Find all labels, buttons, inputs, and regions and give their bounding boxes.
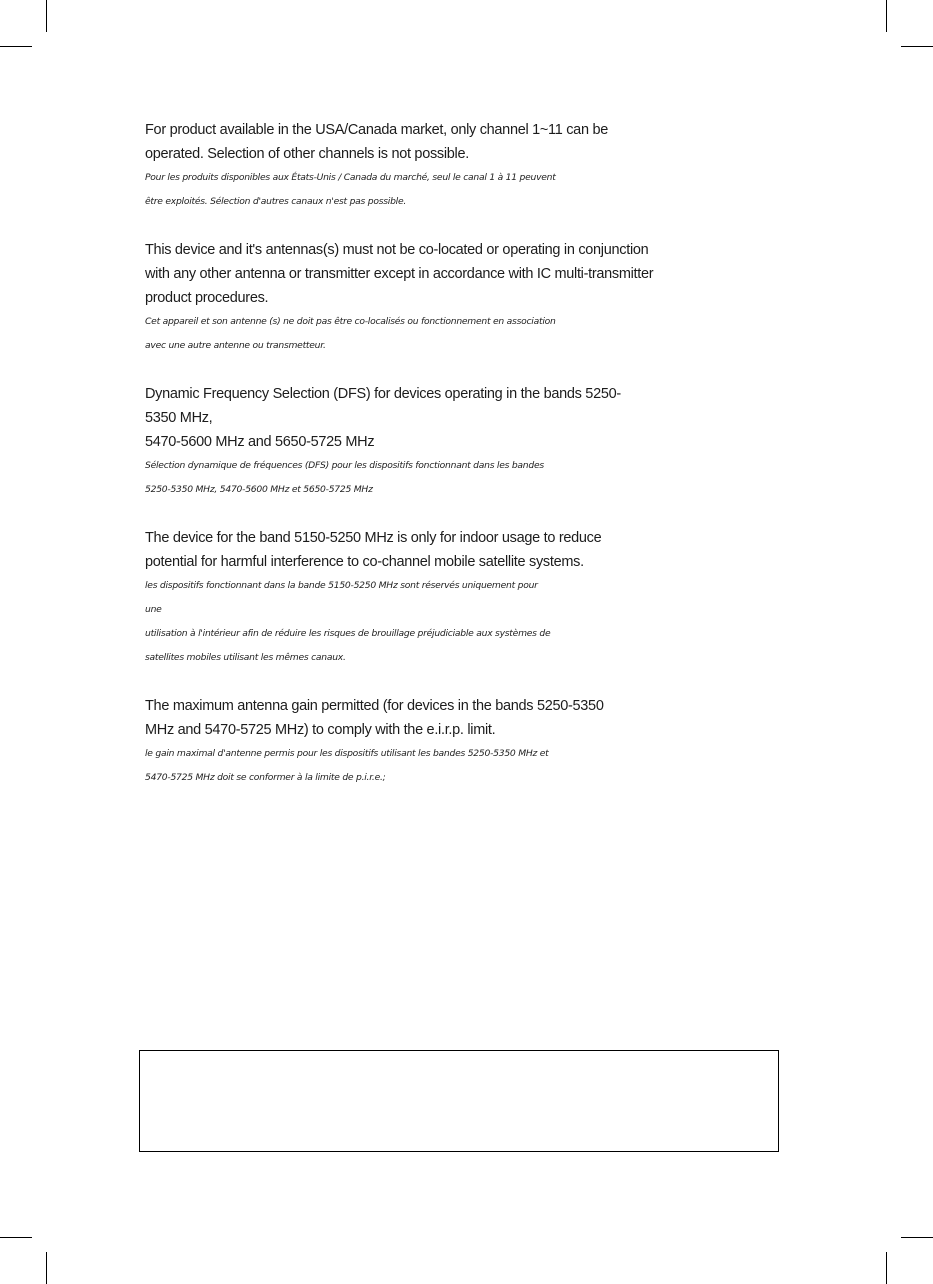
crop-mark-top-right-vertical xyxy=(886,0,887,32)
notice-dfs xyxy=(145,382,725,502)
text-line: 5350 MHz, xyxy=(145,410,213,426)
crop-mark-top-left-horizontal xyxy=(0,46,32,47)
spacer xyxy=(145,358,725,382)
text-line: with any other antenna or transmitter except in accordance with IC multi-transmitter xyxy=(145,266,654,282)
text-line: 5470-5600 MHz and 5650-5725 MHz xyxy=(145,434,375,450)
notice-english xyxy=(145,526,725,574)
text-line: utilisation à l'intérieur afin de réduire les risques de brouillage préjudiciable aux systèmes de xyxy=(145,628,551,639)
text-line: product procedures. xyxy=(145,290,269,306)
text-line: satellites mobiles utilisant les mêmes canaux. xyxy=(145,652,346,663)
spacer xyxy=(145,502,725,526)
spacer xyxy=(145,670,725,694)
text-line: avec une autre antenne ou transmetteur. xyxy=(145,340,326,351)
crop-mark-bottom-left-vertical xyxy=(46,1252,47,1284)
notice-indoor-usage xyxy=(145,526,725,670)
text-line: le gain maximal d'antenne permis pour les dispositifs utilisant les bandes 5250-5350 MHz et xyxy=(145,748,549,759)
text-line: The maximum antenna gain permitted (for devices in the bands 5250-5350 xyxy=(145,698,604,714)
crop-mark-top-left-vertical xyxy=(46,0,47,32)
text-line: potential for harmful interference to co-channel mobile satellite systems. xyxy=(145,554,584,570)
notice-english xyxy=(145,238,725,310)
text-line: 5250-5350 MHz, 5470-5600 MHz et 5650-5725 MHz xyxy=(145,484,373,495)
notice-channel-restriction xyxy=(145,118,725,214)
notice-french xyxy=(145,310,725,358)
text-line: operated. Selection of other channels is not possible. xyxy=(145,146,469,162)
notice-antenna-gain xyxy=(145,694,725,790)
notice-english xyxy=(145,118,725,166)
notice-french xyxy=(145,166,725,214)
text-line: The device for the band 5150-5250 MHz is only for indoor usage to reduce xyxy=(145,530,602,546)
empty-bordered-box xyxy=(139,1050,779,1152)
text-line: MHz and 5470-5725 MHz) to comply with the e.i.r.p. limit. xyxy=(145,722,496,738)
notice-french xyxy=(145,742,725,790)
notice-english xyxy=(145,382,725,454)
spacer xyxy=(145,214,725,238)
notice-french xyxy=(145,574,725,670)
text-line: être exploités. Sélection d'autres canaux n'est pas possible. xyxy=(145,196,407,207)
text-line: Dynamic Frequency Selection (DFS) for devices operating in the bands 5250- xyxy=(145,386,621,402)
text-line: les dispositifs fonctionnant dans la bande 5150-5250 MHz sont réservés uniquement pour xyxy=(145,580,538,591)
text-line: Cet appareil et son antenne (s) ne doit pas être co-localisés ou fonctionnement en association xyxy=(145,316,556,327)
crop-mark-bottom-left-horizontal xyxy=(0,1237,32,1238)
text-line: Sélection dynamique de fréquences (DFS) pour les dispositifs fonctionnant dans les bandes xyxy=(145,460,544,471)
notice-french xyxy=(145,454,725,502)
crop-mark-bottom-right-horizontal xyxy=(901,1237,933,1238)
text-line: Pour les produits disponibles aux États-Unis / Canada du marché, seul le canal 1 à 11 peuvent xyxy=(145,172,556,183)
text-line: This device and it's antennas(s) must not be co-located or operating in conjunction xyxy=(145,242,649,258)
text-line: une xyxy=(145,604,162,615)
text-line: 5470-5725 MHz doit se conformer à la limite de p.i.r.e.; xyxy=(145,772,386,783)
crop-mark-bottom-right-vertical xyxy=(886,1252,887,1284)
notice-co-location xyxy=(145,238,725,358)
regulatory-notices xyxy=(145,118,725,790)
notice-english xyxy=(145,694,725,742)
crop-mark-top-right-horizontal xyxy=(901,46,933,47)
text-line: For product available in the USA/Canada market, only channel 1~11 can be xyxy=(145,122,608,138)
